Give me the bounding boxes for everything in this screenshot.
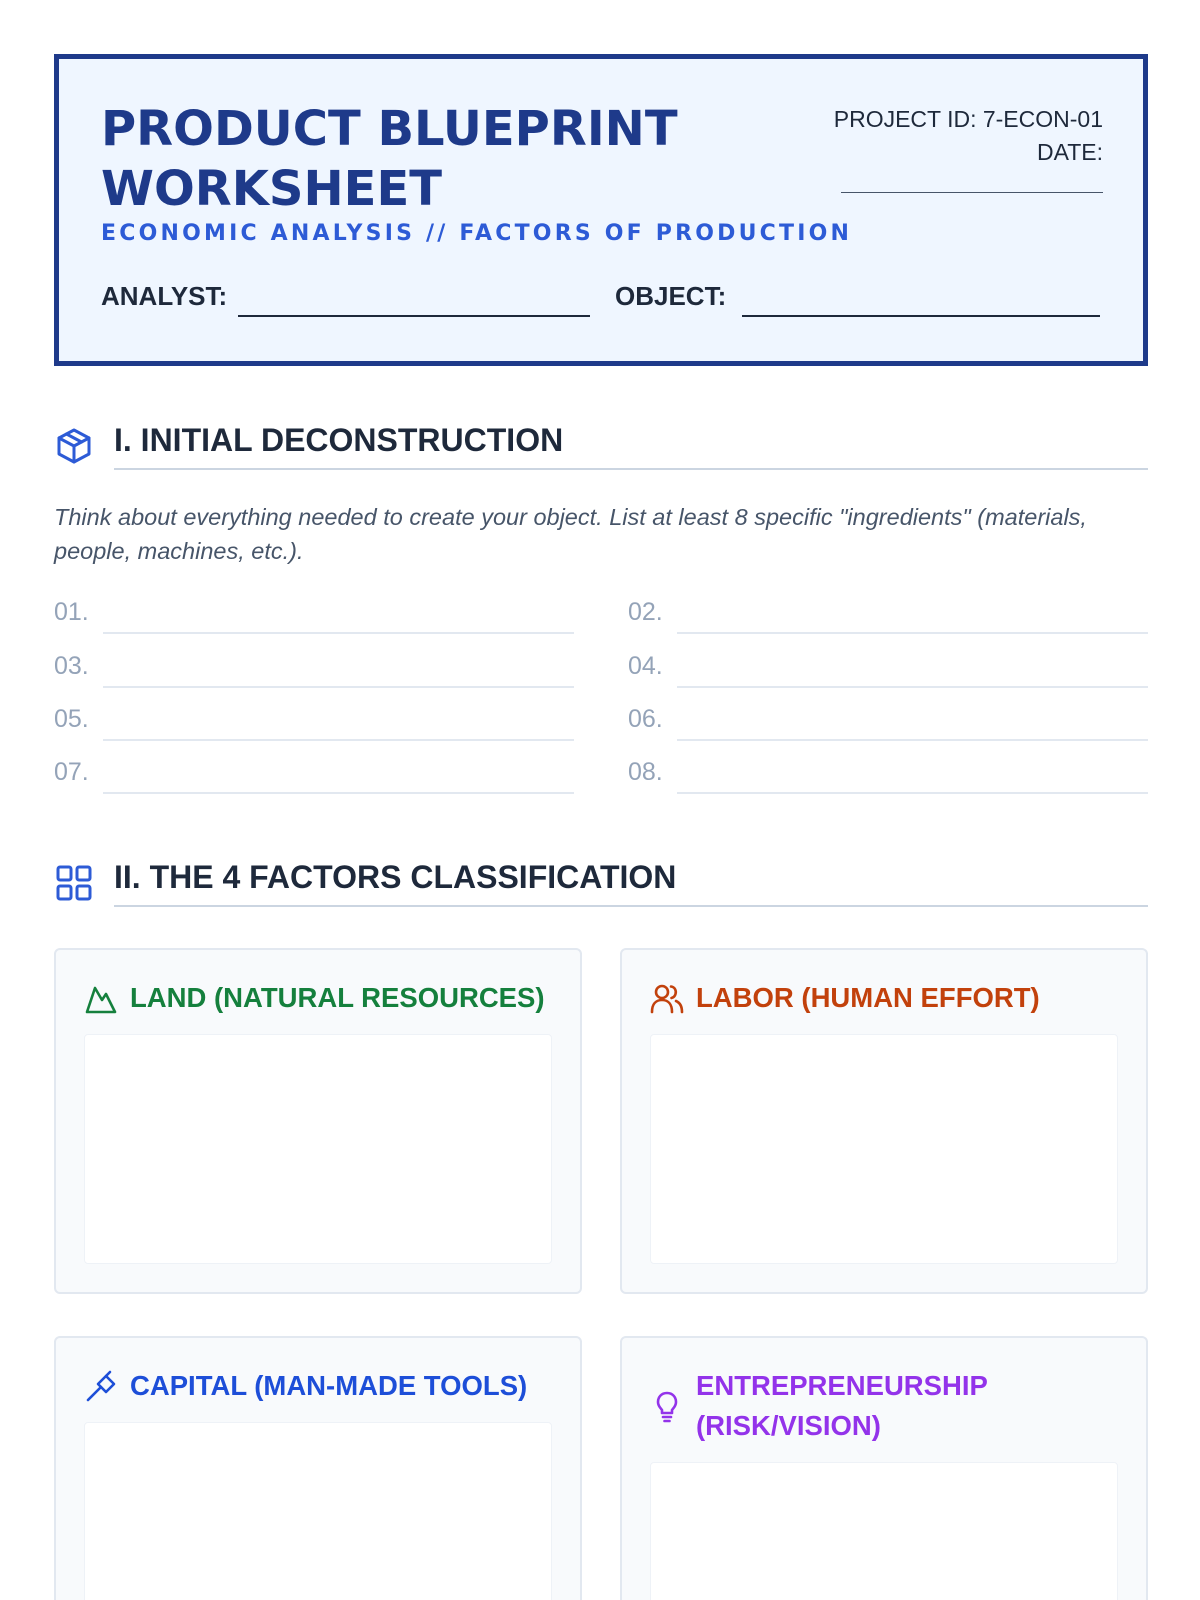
factor-label-capital: CAPITAL (MAN-MADE TOOLS): [130, 1370, 528, 1401]
instructions-text: Think about everything needed to create your object. List at least 8 specific "ingredients" (materials, people, machines, etc.).: [54, 504, 1087, 564]
hammer-icon: [84, 1370, 118, 1404]
blank-line: [677, 739, 1148, 741]
ingredient-number: 03.: [54, 652, 89, 680]
worksheet-title: PRODUCT BLUEPRINT WORKSHEET: [101, 101, 678, 217]
worksheet-header: [54, 54, 1148, 366]
ingredient-line-06[interactable]: [628, 705, 1148, 739]
blank-line: [103, 792, 574, 794]
project-meta: [834, 103, 1103, 193]
ingredient-number: 05.: [54, 705, 89, 733]
ingredient-line-08[interactable]: [628, 758, 1148, 792]
ingredient-line-02[interactable]: [628, 598, 1148, 632]
section-title: I. INITIAL DECONSTRUCTION: [114, 422, 564, 458]
blank-line: [677, 632, 1148, 634]
section-factors-classification: [54, 859, 1148, 909]
blank-line: [677, 686, 1148, 688]
ingredient-line-03[interactable]: [54, 652, 574, 686]
factor-card-land: [54, 948, 582, 1294]
blank-line: [103, 739, 574, 741]
analyst-label: ANALYST:: [101, 281, 228, 311]
factor-answer-area-land[interactable]: [84, 1034, 552, 1264]
grid-icon: [54, 863, 94, 903]
ingredient-line-01[interactable]: [54, 598, 574, 632]
users-icon: [650, 982, 684, 1016]
box-icon: [54, 426, 94, 466]
date-field[interactable]: [841, 169, 1103, 193]
object-label: OBJECT:: [615, 281, 727, 311]
analyst-object-row: [101, 281, 1101, 321]
date-label: DATE:: [1036, 139, 1103, 165]
section-rule: [114, 468, 1148, 470]
factor-answer-area-entrepreneurship[interactable]: [650, 1462, 1118, 1600]
ingredient-line-04[interactable]: [628, 652, 1148, 686]
blank-line: [103, 686, 574, 688]
ingredient-number: 07.: [54, 758, 89, 786]
analyst-field[interactable]: [238, 315, 590, 317]
ingredient-number: 02.: [628, 598, 663, 626]
ingredient-number: 08.: [628, 758, 663, 786]
factor-card-labor: [620, 948, 1148, 1294]
mountain-icon: [84, 982, 118, 1016]
worksheet-subtitle: ECONOMIC ANALYSIS // FACTORS OF PRODUCTION: [101, 221, 853, 246]
ingredient-number: 06.: [628, 705, 663, 733]
factor-answer-area-labor[interactable]: [650, 1034, 1118, 1264]
factor-card-entrepreneurship: [620, 1336, 1148, 1600]
blank-line: [677, 792, 1148, 794]
lightbulb-icon: [650, 1390, 684, 1424]
factor-card-capital: [54, 1336, 582, 1600]
section-rule: [114, 905, 1148, 907]
section-initial-deconstruction: [54, 422, 1148, 472]
ingredient-line-05[interactable]: [54, 705, 574, 739]
section-title: II. THE 4 FACTORS CLASSIFICATION: [114, 859, 677, 895]
ingredient-number: 01.: [54, 598, 89, 626]
ingredient-line-07[interactable]: [54, 758, 574, 792]
factor-label-entrepreneurship: ENTREPRENEURSHIP (RISK/VISION): [696, 1370, 988, 1441]
factor-label-labor: LABOR (HUMAN EFFORT): [696, 982, 1040, 1013]
blank-line: [103, 632, 574, 634]
object-field[interactable]: [742, 315, 1100, 317]
factor-label-land: LAND (NATURAL RESOURCES): [130, 982, 545, 1013]
factor-answer-area-capital[interactable]: [84, 1422, 552, 1600]
ingredient-number: 04.: [628, 652, 663, 680]
project-id: PROJECT ID: 7-ECON-01: [833, 106, 1103, 132]
